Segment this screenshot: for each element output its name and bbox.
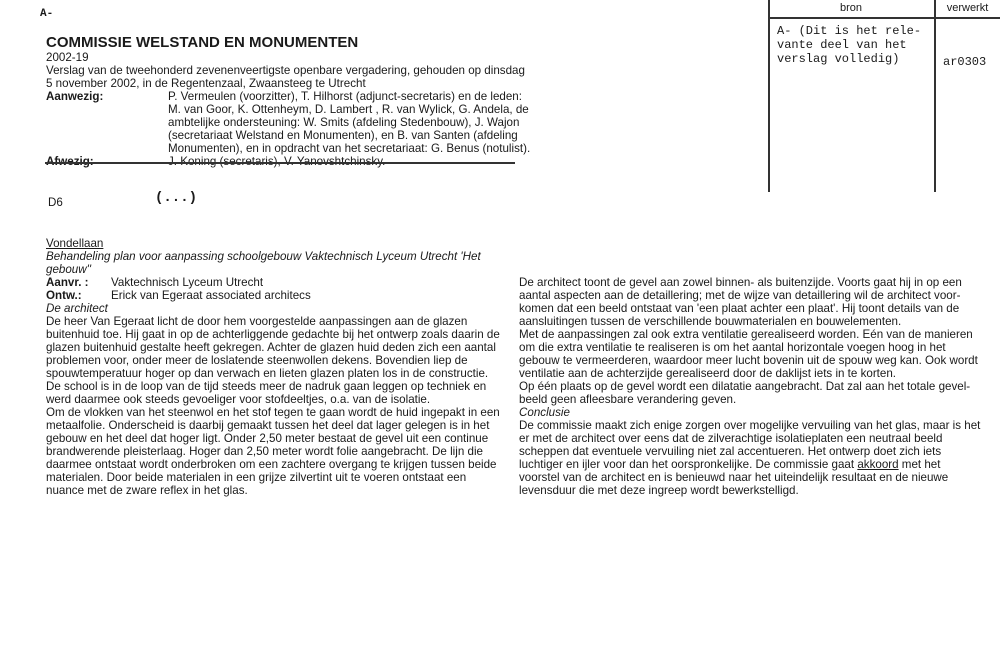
processed-code: ar0303 xyxy=(943,55,987,69)
akkoord: akkoord xyxy=(857,458,899,471)
text-line: nuance met de zware reflex in het glas. xyxy=(46,484,248,497)
table-border-left xyxy=(768,0,770,192)
text-line: komen dat een beeld ontstaat van 'een plaat achter een plaat'. Hij toont details van de xyxy=(519,302,960,315)
text-line: levensduur die met deze ingreep wordt bewerkstelligd. xyxy=(519,484,799,497)
source-note xyxy=(777,24,921,66)
designer: Erick van Egeraat associated architecs xyxy=(111,289,311,302)
marker: A- xyxy=(40,8,54,20)
text-line: scheppen dat eventuele vervuiling niet zal accentueren. Het ontwerp doet zich iets xyxy=(519,445,942,458)
table-header-rule xyxy=(768,17,1000,19)
text-line: De heer Van Egeraat licht de door hem voorgestelde aanpassingen aan de glazen xyxy=(46,315,468,328)
present-line: (secretariaat Welstand en Monumenten), en B. van Santen (afdeling xyxy=(168,129,518,142)
text-line: aantal aspecten aan de detaillering; met de wijze van detaillering wil de architect voor- xyxy=(519,289,961,302)
right-column xyxy=(519,276,980,497)
conclusion-heading: Conclusie xyxy=(519,406,570,419)
header-rule xyxy=(45,162,515,164)
designer-label: Ontw.: xyxy=(46,289,82,302)
present-line: Monumenten), en in opdracht van het secretariaat: G. Benus (notulist). xyxy=(168,142,531,155)
present-line: P. Vermeulen (voorzitter), T. Hilhorst (adjunct-secretaris) en de leden: xyxy=(168,90,522,103)
subject-line: Behandeling plan voor aanpassing schoolgebouw Vaktechnisch Lyceum Utrecht 'Het xyxy=(46,250,481,263)
source-note-line: verslag volledig) xyxy=(777,52,900,66)
text-line: De school is in de loop van de tijd steeds meer de nadruk gaan leggen op techniek en xyxy=(46,380,487,393)
conclusion-text: luchtiger en ijler voor dan het oorspronkelijke. De commissie gaat xyxy=(519,458,858,471)
col-header-bron: bron xyxy=(839,2,863,14)
col-header-verwerkt: verwerkt xyxy=(946,2,989,14)
text-line: problemen voor, onder meer de loslatende steenwollen dekens. Bovendien liep de xyxy=(46,354,468,367)
conclusion-tail xyxy=(519,471,980,497)
text-line: De commissie maakt zich enige zorgen over mogelijke vervuiling van het glas, maar is het xyxy=(519,419,981,432)
item-code: D6 xyxy=(48,196,63,209)
text-line: brandwerende pleisterlaag. Hoger dan 2,50 meter wordt folie aangebracht. De lijn die xyxy=(46,445,483,458)
text-line: glazen buitenhuid gestalte heeft gekregen. Achter de glazen huid deden zich een aantal xyxy=(46,341,496,354)
intro-line: 5 november 2002, in de Regentenzaal, Zwaansteeg te Utrecht xyxy=(46,77,366,90)
source-note-line: vante deel van het xyxy=(777,38,907,52)
text-line: aansluitingen tussen de verschillende bouwmaterialen en bouwelementen. xyxy=(519,315,902,328)
text-line: Om de vlokken van het steenwol en het stof tegen te gaan wordt de huid ingepakt in een xyxy=(46,406,500,419)
conclusion-paragraph xyxy=(519,419,980,458)
subject-line: gebouw'' xyxy=(46,263,92,276)
meeting-header xyxy=(46,51,530,168)
present-line: ambtelijke ondersteuning: W. Smits (afdeling Stedenbouw), J. Wajon xyxy=(168,116,520,129)
text-line: werd daarmee ook steeds gevoeliger voor stofdeeltjes, o.a. van de isolatie. xyxy=(46,393,431,406)
text-line: voorstel van de architect en is benieuwd naar het uiteindelijk resultaat en de nieuwe xyxy=(519,471,949,484)
right-paragraph xyxy=(519,276,980,406)
text-line: materialen. Door beide materialen in een grijze zilvertint uit te voeren ontstaat een xyxy=(46,471,467,484)
left-column xyxy=(46,237,500,497)
text-line: spouwtemperatuur hoger op dan verwach en lieten glazen platen los in de constructie. xyxy=(46,367,489,380)
text-line: er met de architect over eens dat de zilverachtige isolatieplaten een neutraal beeld xyxy=(519,432,943,445)
applicant: Vaktechnisch Lyceum Utrecht xyxy=(111,276,264,289)
page-title: COMMISSIE WELSTAND EN MONUMENTEN xyxy=(46,34,359,51)
text-line: ventilatie aan de achterzijde gerealiseerd door de daklijst iets in te korten. xyxy=(519,367,897,380)
text-line: buitenhuid toe. Hij gaat in op de achterliggende gedachte bij het ontwerp zoals daarin de xyxy=(46,328,500,341)
intro-line: Verslag van de tweehonderd zevenenveertigste openbare vergadering, gehouden op dinsdag xyxy=(46,64,525,77)
location: Vondellaan xyxy=(46,237,104,250)
source-note-line: A- (Dit is het rele- xyxy=(777,24,922,38)
text-line: Op één plaats op de gevel wordt een dilatatie aangebracht. Dat zal aan het totale gevel- xyxy=(519,380,971,393)
text-line: gebouw te vermeerderen, waardoor meer lucht bovenin uit de spouw weg kan. Ook wordt xyxy=(519,354,978,367)
ellipsis: (...) xyxy=(155,190,198,206)
present-label: Aanwezig: xyxy=(46,90,104,103)
text-line: metaalfolie. Onderscheid is daarbij gemaakt tussen het deel dat lager gelegen is in het xyxy=(46,419,490,432)
text-line: De architect toont de gevel aan zowel binnen- als buitenzijde. Voorts gaat hij in op een xyxy=(519,276,962,289)
text-line: daarmee ontstaat wordt onderbroken om een zachtere overgang te krijgen tussen beide xyxy=(46,458,497,471)
applicant-label: Aanvr. : xyxy=(46,276,89,289)
meeting-number: 2002-19 xyxy=(46,51,89,64)
table-divider xyxy=(934,0,936,192)
text-line: Met de aanpassingen zal ook extra ventilatie gerealiseerd worden. Eén van de manieren xyxy=(519,328,973,341)
conclusion-text: met het xyxy=(898,458,941,471)
architect-heading: De architect xyxy=(46,302,108,315)
present-line: M. van Goor, K. Ottenheym, D. Lambert , R. van Wylick, G. Andela, de xyxy=(168,103,529,116)
text-line: beeld geen afleesbare verandering geven. xyxy=(519,393,737,406)
text-line: gebouw en het deel dat hoger ligt. Onder 2,50 meter bestaat de gevel uit een continue xyxy=(46,432,489,445)
text-line: om die extra ventilatie te realiseren is om het aantal horizontale voegen hoog in het xyxy=(519,341,946,354)
left-paragraph xyxy=(46,315,500,497)
